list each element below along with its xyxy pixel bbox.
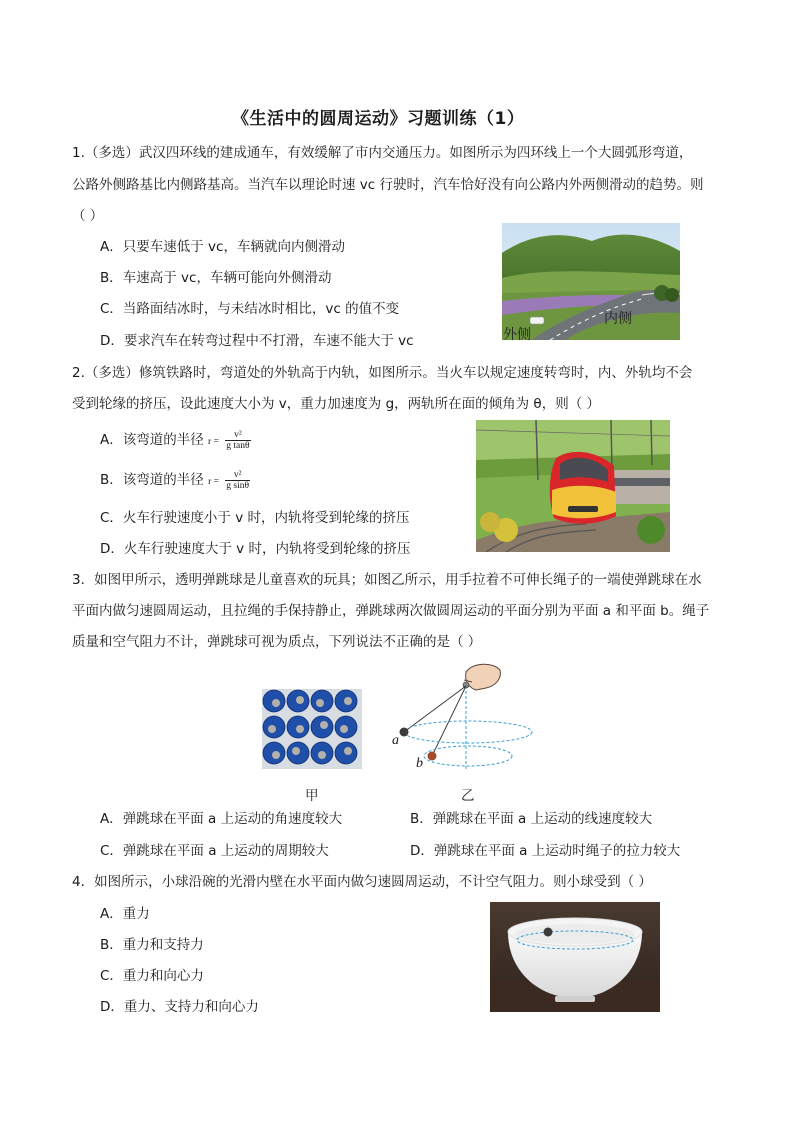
q2-option-b-lhs: r = [208,477,219,487]
q4-stem-line1: 4．如图所示，小球沿碗的光滑内壁在水平面内做匀速圆周运动，不计空气阻力。则小球受到（ ） [72,874,652,890]
page-title: 《生活中的圆周运动》习题训练（1） [232,109,525,129]
inner-side-label: 内侧 [604,311,632,327]
outer-side-label: 外侧 [503,327,531,343]
plane-b-label: b [416,756,423,771]
q1-option-d: D．要求汽车在转弯过程中不打滑，车速不能大于 vc [100,333,414,349]
q1-option-c: C．当路面结冰时，与未结冰时相比，vc 的值不变 [100,301,400,317]
q2-option-b [100,468,250,494]
plane-a-label: a [392,733,399,748]
q2-option-a-lhs: r = [208,437,219,447]
road-curve-photo [502,223,680,340]
q1-option-b: B．车速高于 vc，车辆可能向外侧滑动 [100,270,332,286]
q3-option-a: A．弹跳球在平面 a 上运动的角速度较大 [100,811,343,827]
q1-option-a: A．只要车速低于 vc，车辆就向内侧滑动 [100,239,345,255]
bouncy-balls-photo [262,689,362,769]
q4-option-d: D．重力、支持力和向心力 [100,999,259,1015]
conical-pendulum-diagram [388,658,538,773]
q2-option-a-numerator: v² [225,430,250,441]
q2-stem-line1: 2.（多选）修筑铁路时，弯道处的外轨高于内轨，如图所示。当火车以规定速度转弯时，内、外轨均不会 [72,365,693,381]
bowl-photo [490,902,660,1012]
q1-stem-line2: 公路外侧路基比内侧路基高。当汽车以理论时速 vc 行驶时，汽车恰好没有向公路内外两侧滑动的趋势。则 [72,177,704,193]
q2-option-b-prefix: B．该弯道的半径 [100,472,204,488]
q3-stem-line3: 质量和空气阻力不计，弹跳球可视为质点，下列说法不正确的是（ ） [72,634,482,650]
q3-option-c: C．弹跳球在平面 a 上运动的周期较大 [100,843,329,859]
q4-option-c: C．重力和向心力 [100,968,204,984]
q2-option-d: D．火车行驶速度大于 v 时，内轨将受到轮缘的挤压 [100,541,411,557]
q3-stem-line1: 3．如图甲所示，透明弹跳球是儿童喜欢的玩具；如图乙所示，用手拉着不可伸长绳子的一端使弹跳球在水 [72,572,702,588]
train-curve-photo [476,420,670,552]
q2-option-a [100,428,251,454]
q2-option-a-prefix: A．该弯道的半径 [100,432,204,448]
q2-option-a-denominator: g tanθ [226,440,250,451]
q2-option-b-fraction [225,470,250,491]
q2-option-c: C．火车行驶速度小于 v 时，内轨将受到轮缘的挤压 [100,510,410,526]
q3-option-d: D．弹跳球在平面 a 上运动时绳子的拉力较大 [410,843,681,859]
q2-option-b-denominator: g sinθ [226,480,250,491]
q3-option-b: B．弹跳球在平面 a 上运动的线速度较大 [410,811,653,827]
q4-option-a: A．重力 [100,906,150,922]
q1-stem-line3: （ ） [72,208,104,224]
q1-stem-line1: 1.（多选）武汉四环线的建成通车，有效缓解了市内交通压力。如图所示为四环线上一个大圆弧形弯道， [72,145,693,161]
q4-option-b: B．重力和支持力 [100,937,204,953]
figure-yi-caption: 乙 [461,788,475,804]
q2-option-a-fraction [225,430,250,451]
figure-jia-caption: 甲 [305,788,319,804]
q2-option-b-numerator: v² [225,470,250,481]
q2-stem-line2: 受到轮缘的挤压，设此速度大小为 v，重力加速度为 g，两轨所在面的倾角为 θ，则（ ） [72,396,600,412]
q3-stem-line2: 平面内做匀速圆周运动，且拉绳的手保持静止，弹跳球两次做圆周运动的平面分别为平面 a 和平面 b。绳子 [72,603,710,619]
